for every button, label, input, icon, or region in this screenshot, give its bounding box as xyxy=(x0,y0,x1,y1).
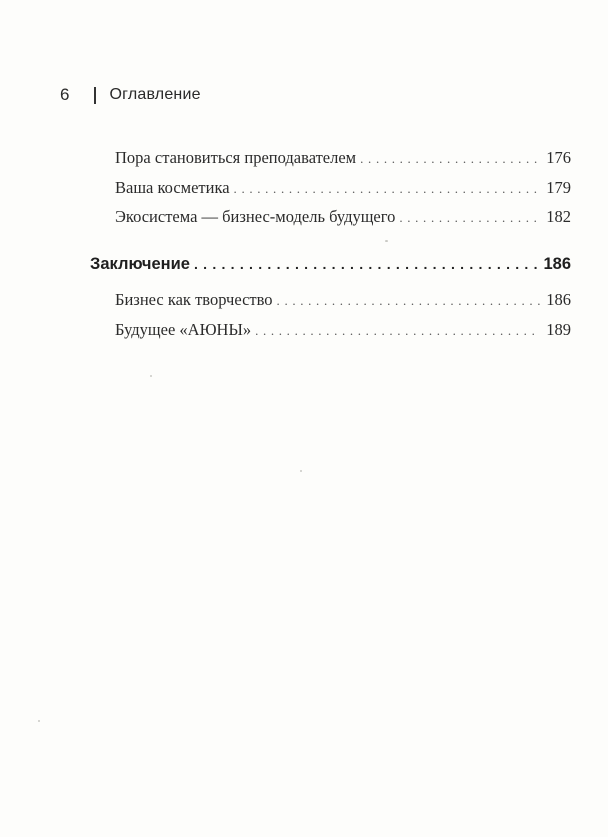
section-title: Оглавление xyxy=(109,86,201,103)
page-number: 6 xyxy=(60,85,70,104)
paper-speck xyxy=(300,470,302,472)
toc-dot-leader xyxy=(399,210,540,226)
toc-entry-title: Экосистема — бизнес-модель будущего xyxy=(115,207,396,226)
toc-entry-page: 186 xyxy=(546,290,571,309)
toc-entry-page: 176 xyxy=(546,148,571,167)
toc-entry[interactable] xyxy=(115,320,571,340)
toc-entry-page: 179 xyxy=(546,178,571,197)
toc-entry-title: Пора становиться преподавателем xyxy=(115,148,357,167)
toc-dot-leader xyxy=(234,181,541,197)
toc-dot-leader xyxy=(194,256,538,272)
toc-entry-page: 182 xyxy=(546,207,571,226)
toc-dot-leader xyxy=(277,293,541,309)
toc-chapter-entry[interactable] xyxy=(90,255,571,274)
toc-entry-title: Ваша косметика xyxy=(115,178,230,197)
toc-entry[interactable] xyxy=(115,178,571,198)
toc-entry-title: Будущее «АЮНЫ» xyxy=(115,320,252,339)
paper-speck xyxy=(385,240,388,242)
paper-speck xyxy=(38,720,40,722)
header-divider xyxy=(94,87,96,104)
toc-entry[interactable] xyxy=(115,148,571,168)
toc-dot-leader xyxy=(255,323,540,339)
toc-chapter-title: Заключение xyxy=(90,255,190,273)
toc-chapter-page: 186 xyxy=(543,255,571,273)
toc-entry[interactable] xyxy=(115,207,571,227)
paper-speck xyxy=(150,375,152,377)
running-head xyxy=(60,84,201,106)
toc-dot-leader xyxy=(360,151,540,167)
toc-entry[interactable] xyxy=(115,290,571,310)
toc-entry-page: 189 xyxy=(546,320,571,339)
toc-entry-title: Бизнес как творчество xyxy=(115,290,273,309)
